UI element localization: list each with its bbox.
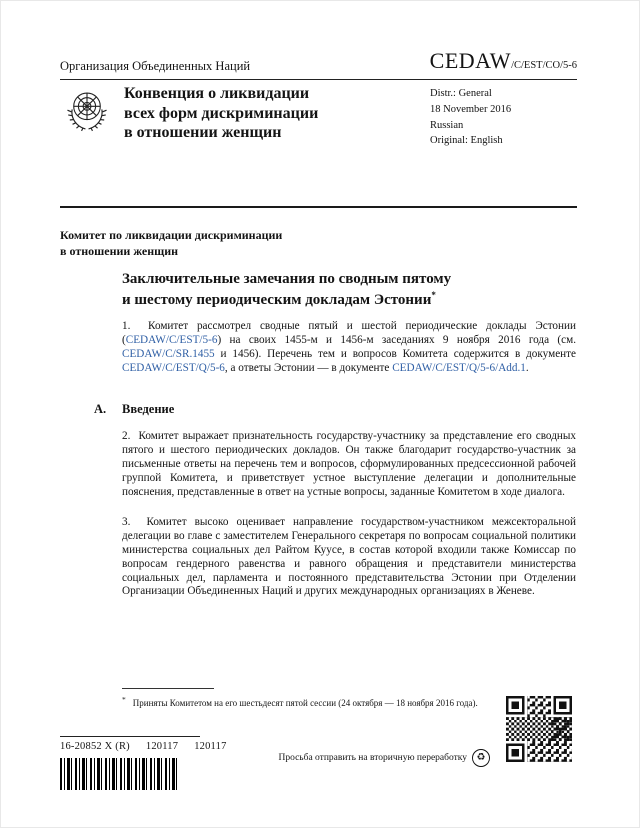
header-divider [60,206,577,208]
print-code-1: 120117 [145,741,179,752]
convention-title-line: в отношении женщин [124,124,282,142]
page-title-line: и шестому периодическим докладам Эстонии [122,291,432,308]
paragraph-1 [122,320,576,376]
un-emblem-icon [62,86,112,136]
doc-link-cedaw-c-est-5-6[interactable]: CEDAW/C/EST/5-6 [125,333,218,346]
masthead [62,82,577,204]
job-number-line [60,741,227,752]
title-footnote-marker: * [431,289,436,300]
recycle-note [278,749,490,767]
distribution-info [430,86,511,149]
language-line: Russian [430,119,464,131]
page-title [122,270,574,310]
section-a-heading [94,402,174,417]
committee-heading [60,227,282,259]
footnote-body: Приняты Комитетом на его шестьдесят пятой сессии (24 октября — 18 ноября 2016 года). [132,698,478,708]
paragraph-1-text: и 1456). Перечень тем и вопросов Комитета содержится в документе [214,347,576,360]
doc-symbol [430,48,577,74]
doc-link-cedaw-c-est-q-5-6-add1[interactable]: CEDAW/C/EST/Q/5-6/Add.1 [392,361,526,374]
committee-heading-line: Комитет по ликвидации дискриминации [60,228,283,242]
barcode [60,758,178,790]
paragraph-1-text: ) на своих 1455-м и 1456-м заседаниях 9 ноября 2016 года (см. [217,333,576,346]
section-a-title: Введение [122,402,175,416]
date-line: 18 November 2016 [430,103,512,115]
paragraph-1-text: . [525,361,529,374]
footer-divider [60,736,200,737]
paragraph-1-text: 1. Комитет рассмотрел сводные пятый и шестой периодические доклады Эстонии ( [122,320,576,346]
footnote-marker: * [122,695,126,704]
convention-title [124,84,318,143]
document-header [60,48,577,80]
recycle-glyph: ♻ [476,752,486,763]
job-number: 16-20852 X (R) [60,741,130,752]
recycle-icon [472,749,490,767]
doc-symbol-suffix: /C/EST/CO/5-6 [511,60,577,71]
paragraph-2: 2. Комитет выражает признательность государству-участнику за представление его сводных пятого и шестого периодических докладов. Он также благодарит государство-участник за письменные ответы на перечень тем и вопросов, сформулированных предсессионной рабочей группой Комитета, и приветствует устное выступление делегации и дополнительные пояснения, представленные в ответ на устные вопросы, заданные Комитетом в ходе диалога. [122,430,576,498]
paragraph-3: 3. Комитет высоко оценивает направление государством-участником межсекторальной делегации во главе с заместителем Генерального секретаря по вопросам социальной политики министерства социальных дел Райтом Куусе, в состав которой входили также Комиссар по вопросам гендерного равенства и равного обращения и представители министерства социальных дел, парламента и постоянного представительства Эстонии при Отделении Организации Объединенных Наций и других международных организациях в Женеве. [122,516,576,598]
doc-symbol-main: CEDAW [429,48,512,73]
convention-title-line: Конвенция о ликвидации [124,85,310,102]
original-language-line: Original: English [430,135,503,147]
org-name: Организация Объединенных Наций [60,59,251,73]
committee-heading-line: в отношении женщин [60,244,179,259]
footnote-separator [122,688,214,689]
doc-link-cedaw-c-est-q-5-6[interactable]: CEDAW/C/EST/Q/5-6 [122,361,225,374]
convention-title-line: всех форм дискриминации [124,104,319,122]
qr-code [506,696,572,762]
doc-link-cedaw-c-sr-1455[interactable]: CEDAW/C/SR.1455 [122,347,215,360]
paragraph-1-text: , а ответы Эстонии — в документе [224,361,393,374]
recycle-text: Просьба отправить на вторичную переработку [278,753,467,763]
print-code-2: 120117 [194,741,227,752]
section-a-label: A. [94,402,107,416]
distr-line: Distr.: General [430,88,492,99]
page-title-line: Заключительные замечания по сводным пятому [122,271,452,287]
